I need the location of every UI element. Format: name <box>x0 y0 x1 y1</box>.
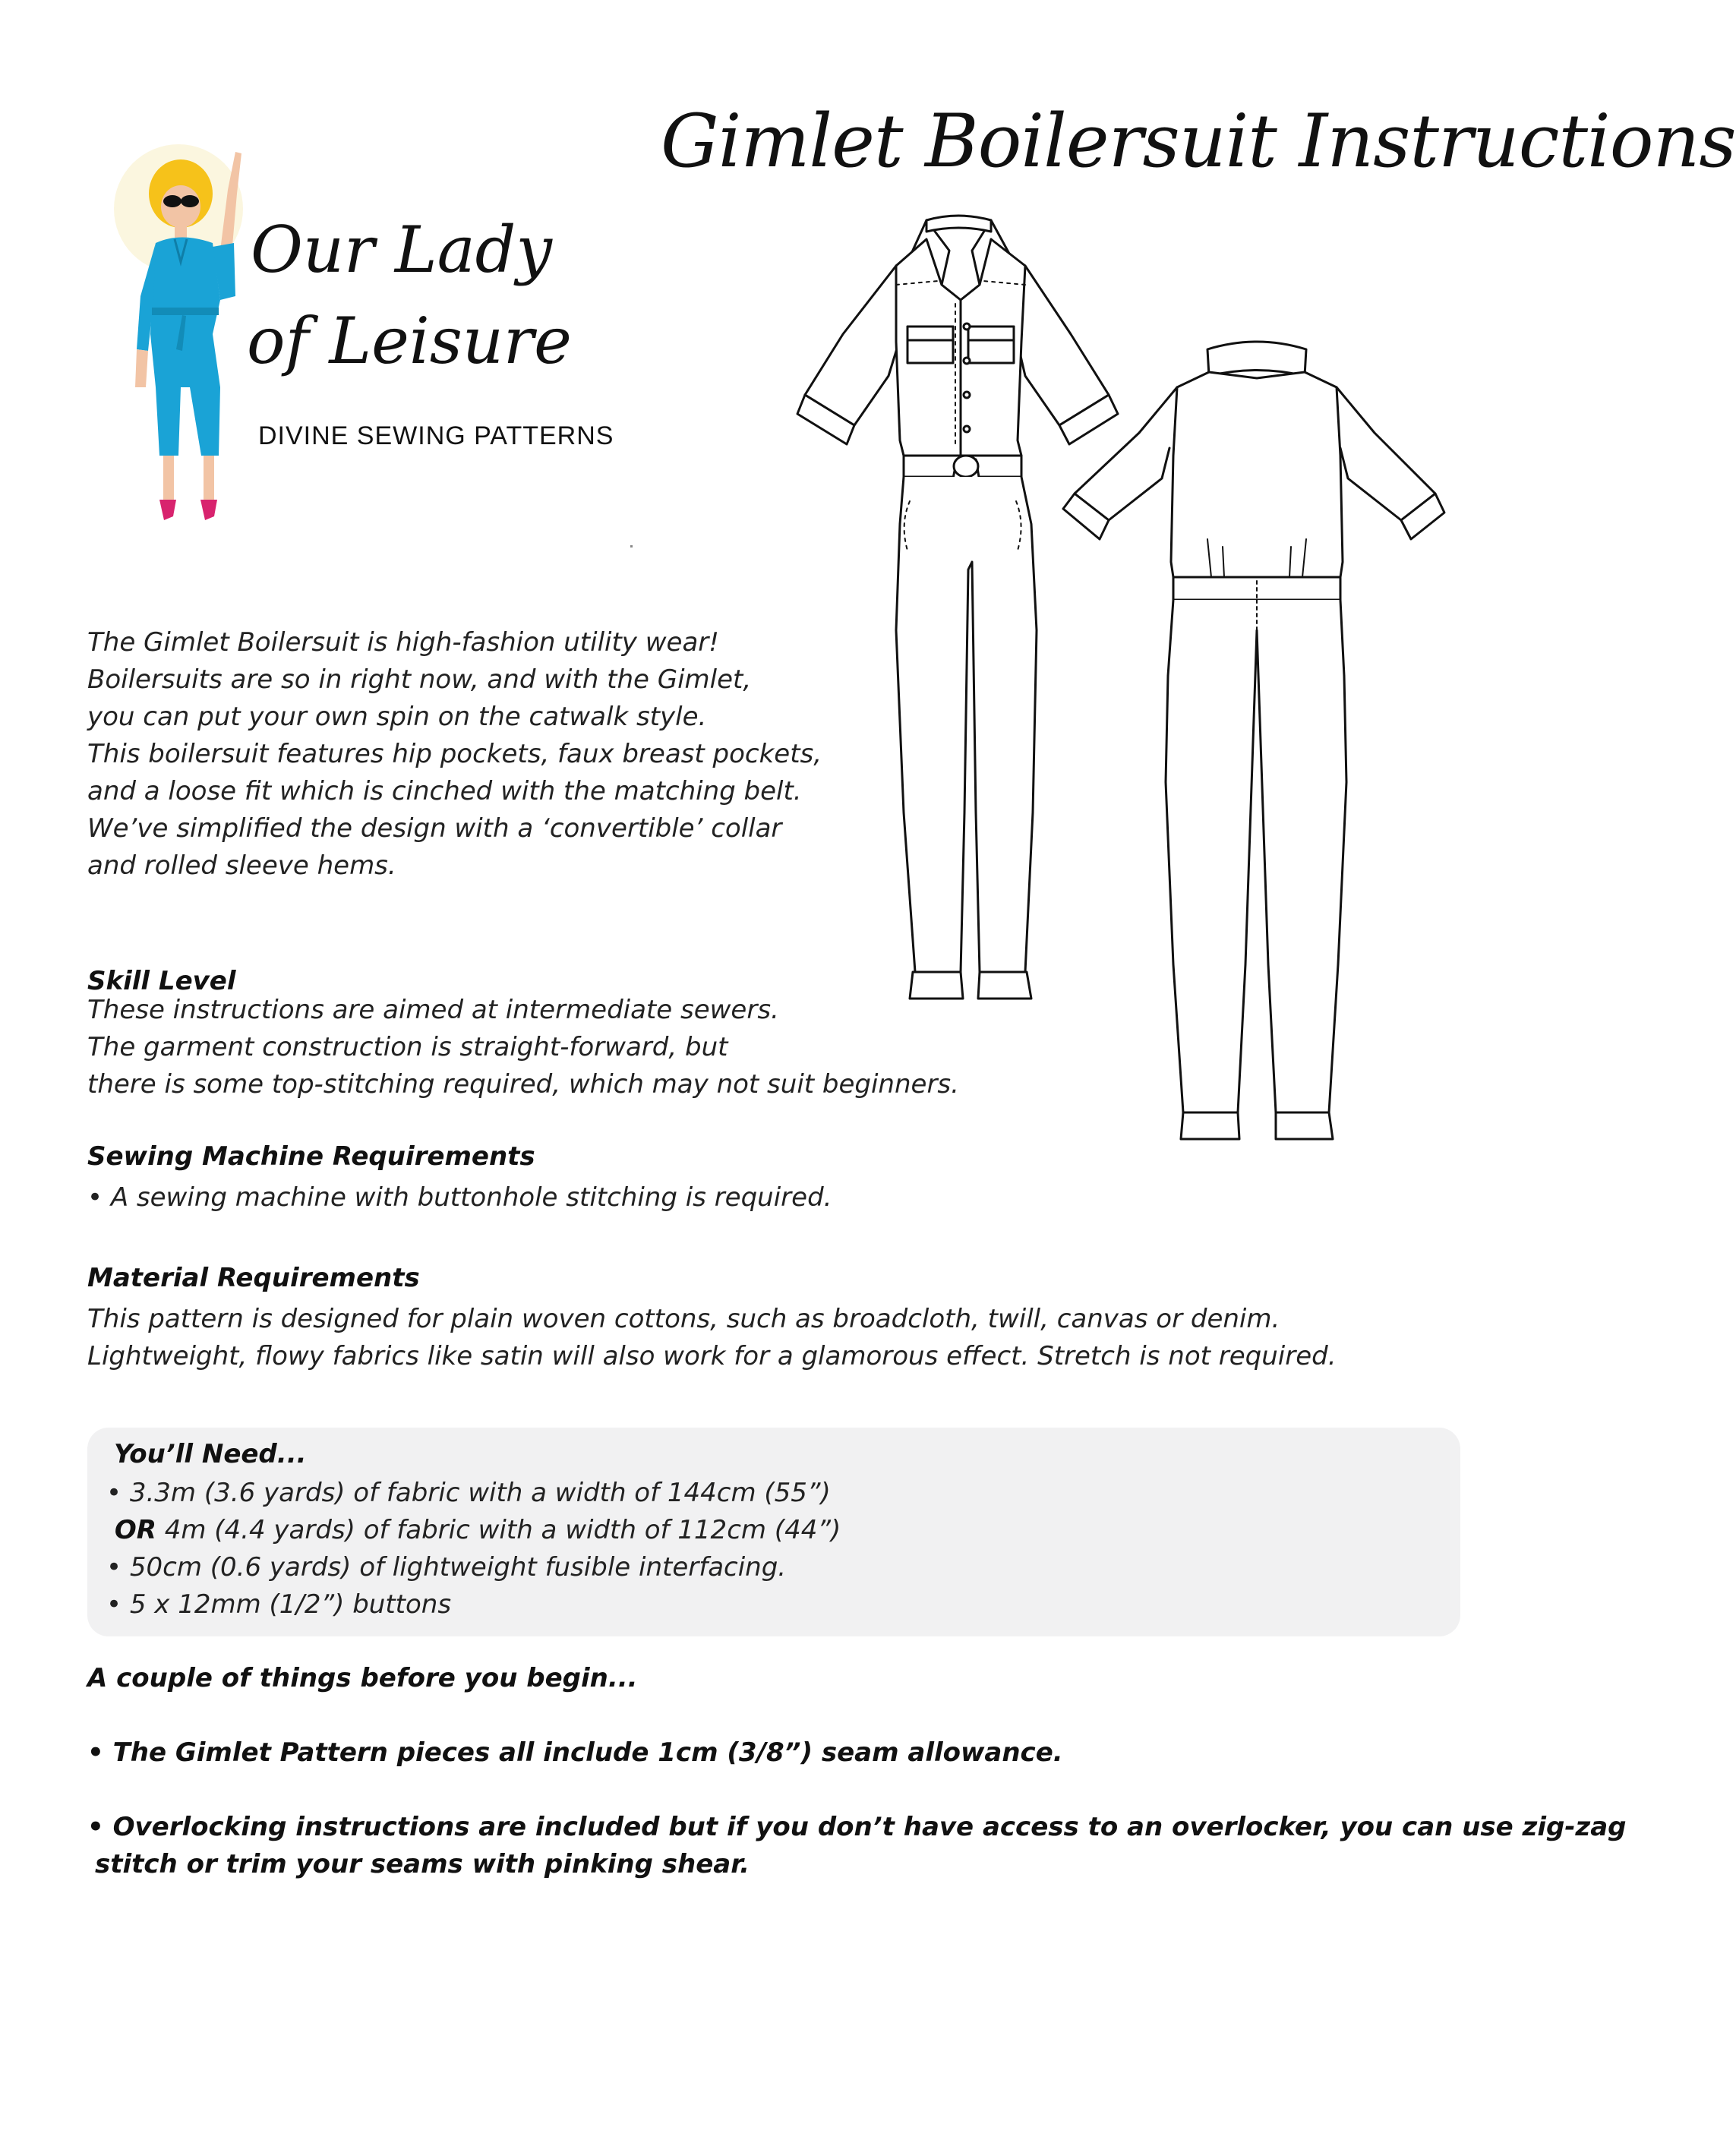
need-item: • 3.3m (3.6 yards) of fabric with a width of 144cm (55”) <box>106 1478 831 1508</box>
material-requirements-line: Lightweight, flowy fabrics like satin will also work for a glamorous effect. Stretch is not required. <box>87 1341 1337 1371</box>
lady-logo-icon <box>106 137 243 532</box>
youll-need-list <box>106 1475 841 1624</box>
material-requirements-line: This pattern is designed for plain woven cottons, such as broadcloth, twill, canvas or denim. <box>87 1304 1280 1334</box>
intro-paragraph <box>87 624 822 885</box>
intro-line: and rolled sleeve hems. <box>87 850 396 881</box>
skill-level-line: The garment construction is straight-forward, but <box>87 1032 728 1062</box>
skill-level-line: there is some top-stitching required, which may not suit beginners. <box>87 1069 959 1100</box>
brand-tagline: DIVINE SEWING PATTERNS <box>258 421 614 450</box>
stray-dot <box>630 545 633 548</box>
intro-line: This boilersuit features hip pockets, faux breast pockets, <box>87 739 822 769</box>
before-you-begin-heading: A couple of things before you begin... <box>87 1663 638 1693</box>
brand-name-line2: of Leisure <box>247 304 572 378</box>
need-item-alt-text: 4m (4.4 yards) of fabric with a width of 112cm (44”) <box>156 1515 841 1545</box>
need-item: • 5 x 12mm (1/2”) buttons <box>106 1589 452 1620</box>
skill-level-body <box>87 992 959 1103</box>
machine-requirements-body <box>87 1179 832 1217</box>
boilersuit-front-icon <box>797 216 1118 999</box>
intro-line: We’ve simplified the design with a ‘convertible’ collar <box>87 813 782 844</box>
or-label: OR <box>114 1515 156 1545</box>
material-requirements-body <box>87 1301 1337 1375</box>
intro-line: Boilersuits are so in right now, and with the Gimlet, <box>87 664 752 695</box>
intro-line: you can put your own spin on the catwalk style. <box>87 702 707 732</box>
page-title: Gimlet Boilersuit Instructions <box>661 99 1736 184</box>
brand-name-line1: Our Lady <box>251 213 552 287</box>
machine-requirements-line: • A sewing machine with buttonhole stitching is required. <box>87 1182 832 1213</box>
skill-level-line: These instructions are aimed at intermediate sewers. <box>87 995 779 1025</box>
machine-requirements-heading: Sewing Machine Requirements <box>87 1141 535 1172</box>
material-requirements-heading: Material Requirements <box>87 1263 420 1293</box>
overlocking-note-line1: • Overlocking instructions are included but if you don’t have access to an overlocker, you can use zig-zag <box>87 1812 1627 1842</box>
boilersuit-back-icon <box>1063 342 1444 1139</box>
skill-level-heading: Skill Level <box>87 966 236 996</box>
need-item: • 50cm (0.6 yards) of lightweight fusible interfacing. <box>106 1552 787 1583</box>
need-item-alternative <box>106 1512 841 1549</box>
intro-line: The Gimlet Boilersuit is high-fashion utility wear! <box>87 627 719 658</box>
seam-allowance-note: • The Gimlet Pattern pieces all include 1cm (3/8”) seam allowance. <box>87 1737 1063 1768</box>
intro-line: and a loose fit which is cinched with the matching belt. <box>87 776 802 806</box>
overlocking-note-line2: stitch or trim your seams with pinking shear. <box>95 1849 750 1879</box>
youll-need-heading: You’ll Need... <box>114 1439 307 1469</box>
